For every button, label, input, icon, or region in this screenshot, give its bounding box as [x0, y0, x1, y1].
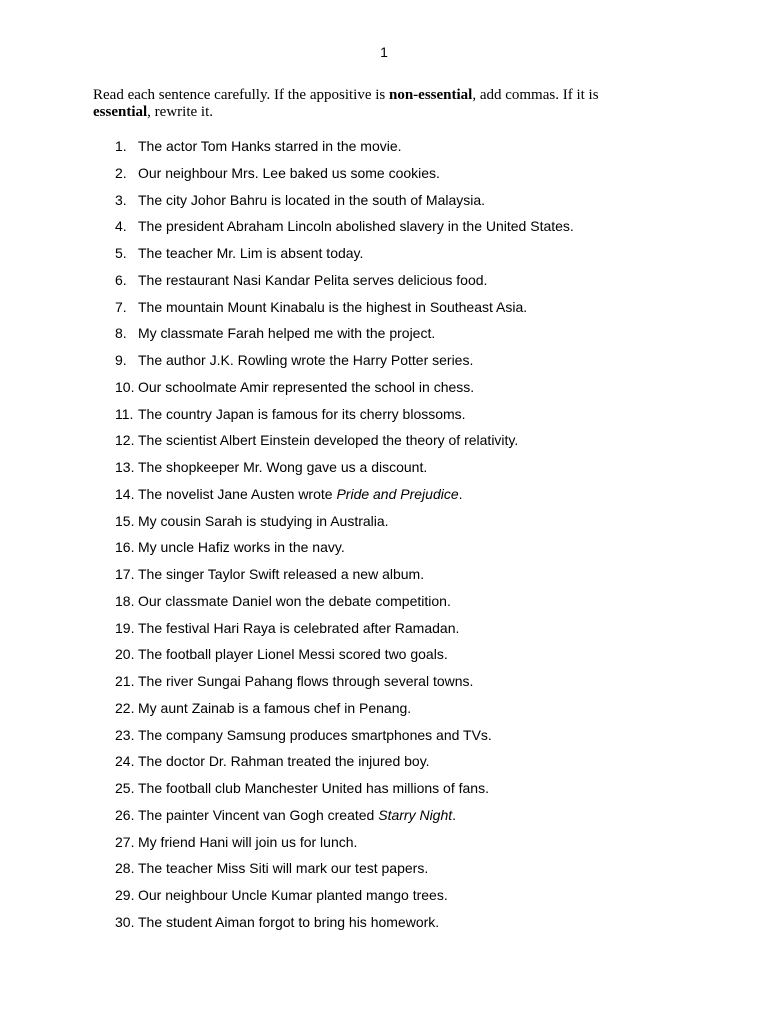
item-text — [138, 645, 448, 672]
list-item — [115, 217, 574, 244]
item-text — [138, 217, 574, 244]
item-number: 19. — [115, 619, 135, 636]
list-item — [115, 565, 574, 592]
item-text — [138, 806, 456, 833]
list-item — [115, 779, 574, 806]
item-number: 9. — [115, 352, 127, 368]
instructions-text-3: , rewrite it. — [147, 104, 213, 120]
item-sentence: Our classmate Daniel won the debate competition. — [138, 592, 451, 609]
item-number: 10. — [115, 378, 135, 395]
item-text — [138, 137, 402, 164]
item-sentence: The company Samsung produces smartphones and TVs. — [138, 726, 492, 743]
item-text — [138, 191, 485, 218]
item-number: 5. — [115, 245, 127, 261]
list-item — [115, 324, 574, 351]
item-text — [138, 431, 518, 458]
item-text — [138, 538, 345, 565]
item-text — [138, 298, 527, 325]
instructions-bold-non-essential: non-essential — [388, 87, 473, 103]
item-number: 16. — [115, 539, 135, 556]
instructions — [93, 87, 653, 121]
instructions-bold-essential: essential — [93, 104, 148, 120]
item-sentence: My uncle Hafiz works in the navy. — [138, 539, 345, 556]
item-sentence-end: . — [452, 806, 457, 823]
list-item — [115, 458, 574, 485]
item-text — [138, 405, 466, 432]
item-text — [138, 726, 492, 753]
list-item — [115, 164, 574, 191]
list-item — [115, 645, 574, 672]
item-text — [138, 565, 424, 592]
item-number: 3. — [115, 191, 127, 208]
item-sentence: The student Aiman forgot to bring his homework. — [138, 913, 440, 930]
item-sentence: The scientist Albert Einstein developed the theory of relativity. — [138, 432, 519, 449]
item-text — [138, 485, 463, 512]
list-item — [115, 806, 574, 833]
item-sentence: The teacher Mr. Lim is absent today. — [138, 245, 364, 261]
list-item — [115, 859, 574, 886]
item-sentence: The city Johor Bahru is located in the south of Malaysia. — [138, 191, 486, 208]
item-text — [138, 779, 489, 806]
item-sentence: The restaurant Nasi Kandar Pelita serves delicious food. — [138, 271, 488, 288]
item-sentence: The football player Lionel Messi scored two goals. — [138, 646, 448, 663]
item-text — [138, 859, 428, 886]
item-sentence: My aunt Zainab is a famous chef in Penang. — [138, 699, 412, 716]
list-item — [115, 619, 574, 646]
item-sentence: The singer Taylor Swift released a new album. — [138, 566, 425, 582]
list-item — [115, 699, 574, 726]
item-number: 8. — [115, 325, 127, 342]
item-number: 15. — [115, 512, 135, 529]
item-number: 13. — [115, 459, 135, 475]
item-sentence: The teacher Miss Siti will mark our test papers. — [138, 860, 429, 877]
item-number: 20. — [115, 646, 135, 663]
item-title-italic: Pride and Prejudice — [336, 485, 459, 502]
item-number: 30. — [115, 913, 135, 930]
item-text — [138, 592, 451, 619]
list-item — [115, 137, 574, 164]
item-number: 18. — [115, 592, 135, 609]
list-item — [115, 833, 574, 860]
list-item — [115, 672, 574, 699]
item-sentence: The football club Manchester United has millions of fans. — [138, 780, 489, 796]
item-sentence: Our neighbour Mrs. Lee baked us some cookies. — [138, 164, 440, 181]
item-number: 24. — [115, 753, 135, 770]
item-sentence: The festival Hari Raya is celebrated after Ramadan. — [138, 619, 460, 636]
list-item — [115, 405, 574, 432]
item-sentence: The president Abraham Lincoln abolished slavery in the United States. — [138, 218, 574, 235]
item-number: 12. — [115, 432, 135, 449]
list-item — [115, 271, 574, 298]
list-item — [115, 298, 574, 325]
list-item — [115, 886, 574, 913]
item-text — [138, 699, 411, 726]
item-sentence: The doctor Dr. Rahman treated the injured boy. — [138, 753, 430, 770]
item-number: 26. — [115, 806, 135, 823]
item-number: 27. — [115, 833, 135, 850]
item-sentence: The painter Vincent van Gogh created — [138, 806, 379, 823]
item-sentence: My classmate Farah helped me with the project. — [138, 325, 436, 342]
list-item — [115, 752, 574, 779]
list-item — [115, 431, 574, 458]
item-number: 1. — [115, 138, 127, 154]
item-number: 6. — [115, 271, 127, 288]
item-text — [138, 886, 448, 913]
item-number: 11. — [115, 405, 134, 422]
item-sentence: The actor Tom Hanks starred in the movie. — [138, 138, 402, 154]
item-text — [138, 512, 389, 539]
list-item — [115, 378, 574, 405]
item-number: 17. — [115, 566, 135, 582]
item-number: 23. — [115, 726, 135, 743]
item-text — [138, 378, 474, 405]
item-sentence: The author J.K. Rowling wrote the Harry Potter series. — [138, 352, 474, 368]
list-item — [115, 592, 574, 619]
item-number: 14. — [115, 485, 135, 502]
item-sentence-end: . — [458, 485, 463, 502]
item-text — [138, 164, 440, 191]
item-text — [138, 351, 473, 378]
instructions-text-1: Read each sentence carefully. If the appositive is — [93, 87, 389, 103]
list-item — [115, 538, 574, 565]
item-text — [138, 672, 473, 699]
item-sentence: The country Japan is famous for its cherry blossoms. — [138, 405, 466, 422]
item-sentence: The shopkeeper Mr. Wong gave us a discount. — [138, 459, 428, 475]
item-sentence: The mountain Mount Kinabalu is the highest in Southeast Asia. — [138, 298, 528, 315]
item-number: 7. — [115, 298, 127, 315]
item-number: 2. — [115, 164, 127, 181]
item-number: 4. — [115, 218, 127, 235]
item-title-italic: Starry Night — [378, 806, 453, 823]
item-number: 29. — [115, 887, 135, 903]
item-sentence: My friend Hani will join us for lunch. — [138, 833, 358, 850]
list-item — [115, 191, 574, 218]
item-number: 21. — [115, 673, 135, 689]
item-sentence: My cousin Sarah is studying in Australia. — [138, 512, 389, 529]
list-item — [115, 244, 574, 271]
item-text — [138, 244, 363, 271]
item-text — [138, 271, 487, 298]
page-number: 1 — [380, 44, 388, 60]
item-number: 22. — [115, 699, 135, 716]
list-item — [115, 726, 574, 753]
item-text — [138, 752, 430, 779]
item-sentence: Our schoolmate Amir represented the school in chess. — [138, 378, 475, 395]
item-sentence: The novelist Jane Austen wrote — [138, 485, 337, 502]
item-text — [138, 324, 435, 351]
item-sentence: The river Sungai Pahang flows through several towns. — [138, 673, 474, 689]
list-item — [115, 913, 574, 940]
item-text — [138, 458, 427, 485]
item-sentence: Our neighbour Uncle Kumar planted mango trees. — [138, 887, 448, 903]
list-item — [115, 512, 574, 539]
item-text — [138, 913, 439, 940]
item-text — [138, 833, 357, 860]
item-text — [138, 619, 459, 646]
list-item — [115, 485, 574, 512]
list-item — [115, 351, 574, 378]
exercise-list — [115, 137, 574, 940]
instructions-text-2: , add commas. If it is — [472, 87, 599, 103]
item-number: 25. — [115, 780, 135, 796]
item-number: 28. — [115, 860, 135, 877]
